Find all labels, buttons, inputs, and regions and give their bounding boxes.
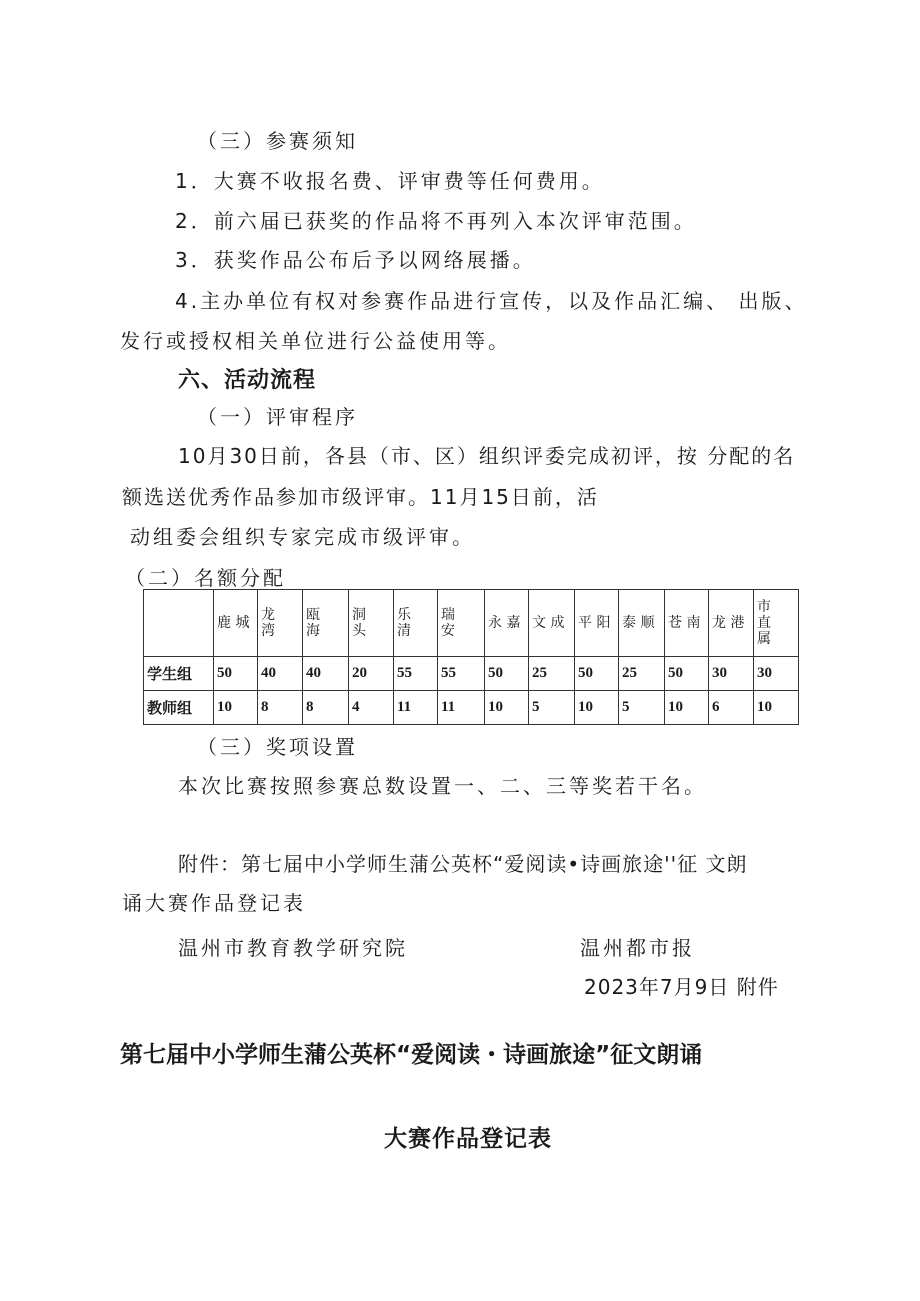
quota-row-teachers <box>144 691 799 725</box>
rule-item-1: 1．大赛不收报名费、评审费等任何费用。 <box>175 169 605 193</box>
rule-item-4: 4.主办单位有权对参赛作品进行宣传，以及作品汇编、 出版、 <box>175 289 808 313</box>
quota-heading: （二）名额分配 <box>125 566 286 590</box>
quota-cell: 10 <box>214 691 258 725</box>
quota-cell: 8 <box>303 691 349 725</box>
row-label: 教师组 <box>144 691 214 725</box>
region-header: 洞 头 <box>349 590 394 657</box>
quota-cell: 20 <box>349 657 394 691</box>
review-line-3: 动组委会组织专家完成市级评审。 <box>130 525 475 549</box>
quota-cell: 25 <box>619 657 665 691</box>
region-header: 平 阳 <box>575 590 619 657</box>
attachment-line-1: 附件：第七届中小学师生蒲公英杯“爱阅读•诗画旅途''征 文朗 <box>178 852 748 876</box>
attachment-line-2: 诵大赛作品登记表 <box>122 891 306 915</box>
quota-cell: 10 <box>665 691 709 725</box>
rule-item-2: 2．前六届已获奖的作品将不再列入本次评审范围。 <box>175 209 697 233</box>
region-header: 苍 南 <box>665 590 709 657</box>
quota-cell: 5 <box>619 691 665 725</box>
quota-cell: 50 <box>214 657 258 691</box>
region-header: 泰 顺 <box>619 590 665 657</box>
quota-cell: 30 <box>709 657 754 691</box>
region-header: 瑞 安 <box>438 590 485 657</box>
quota-cell: 10 <box>575 691 619 725</box>
quota-cell: 8 <box>258 691 303 725</box>
review-line-2: 额选送优秀作品参加市级评审。11月15日前，活 <box>122 485 599 509</box>
quota-cell: 10 <box>485 691 529 725</box>
region-header: 乐 清 <box>394 590 438 657</box>
quota-cell: 50 <box>665 657 709 691</box>
form-title-line-1: 第七届中小学师生蒲公英杯“爱阅读・诗画旅途”征文朗诵 <box>120 1042 703 1068</box>
region-header: 鹿 城 <box>214 590 258 657</box>
signature-date: 2023年7月9日 附件 <box>584 975 779 999</box>
quota-table <box>143 589 799 725</box>
process-heading: 六、活动流程 <box>178 368 317 393</box>
region-header: 市 直 属 <box>754 590 799 657</box>
region-header: 瓯 海 <box>303 590 349 657</box>
awards-text: 本次比赛按照参赛总数设置一、二、三等奖若干名。 <box>178 774 707 798</box>
region-header: 龙 湾 <box>258 590 303 657</box>
quota-corner-cell <box>144 590 214 657</box>
region-header: 文 成 <box>529 590 575 657</box>
quota-header-row <box>144 590 799 657</box>
region-header: 永 嘉 <box>485 590 529 657</box>
review-line-1: 10月30日前，各县（市、区）组织评委完成初评，按 分配的名 <box>178 444 796 468</box>
quota-cell: 50 <box>485 657 529 691</box>
quota-cell: 40 <box>303 657 349 691</box>
region-header: 龙 港 <box>709 590 754 657</box>
quota-cell: 10 <box>754 691 799 725</box>
rule-item-3: 3．获奖作品公布后予以网络展播。 <box>175 248 536 272</box>
row-label: 学生组 <box>144 657 214 691</box>
quota-cell: 6 <box>709 691 754 725</box>
quota-cell: 55 <box>394 657 438 691</box>
rule-item-4-cont: 发行或授权相关单位进行公益使用等。 <box>120 329 511 353</box>
quota-cell: 4 <box>349 691 394 725</box>
quota-cell: 25 <box>529 657 575 691</box>
signature-org-1: 温州市教育教学研究院 <box>178 936 408 960</box>
quota-cell: 40 <box>258 657 303 691</box>
quota-cell: 55 <box>438 657 485 691</box>
quota-cell: 11 <box>438 691 485 725</box>
quota-cell: 11 <box>394 691 438 725</box>
form-title-line-2: 大赛作品登记表 <box>384 1126 552 1152</box>
rules-heading: （三）参赛须知 <box>197 129 358 153</box>
quota-cell: 30 <box>754 657 799 691</box>
quota-cell: 50 <box>575 657 619 691</box>
signature-org-2: 温州都市报 <box>580 936 695 960</box>
quota-row-students <box>144 657 799 691</box>
quota-cell: 5 <box>529 691 575 725</box>
awards-heading: （三）奖项设置 <box>197 735 358 759</box>
review-heading: （一）评审程序 <box>197 405 358 429</box>
